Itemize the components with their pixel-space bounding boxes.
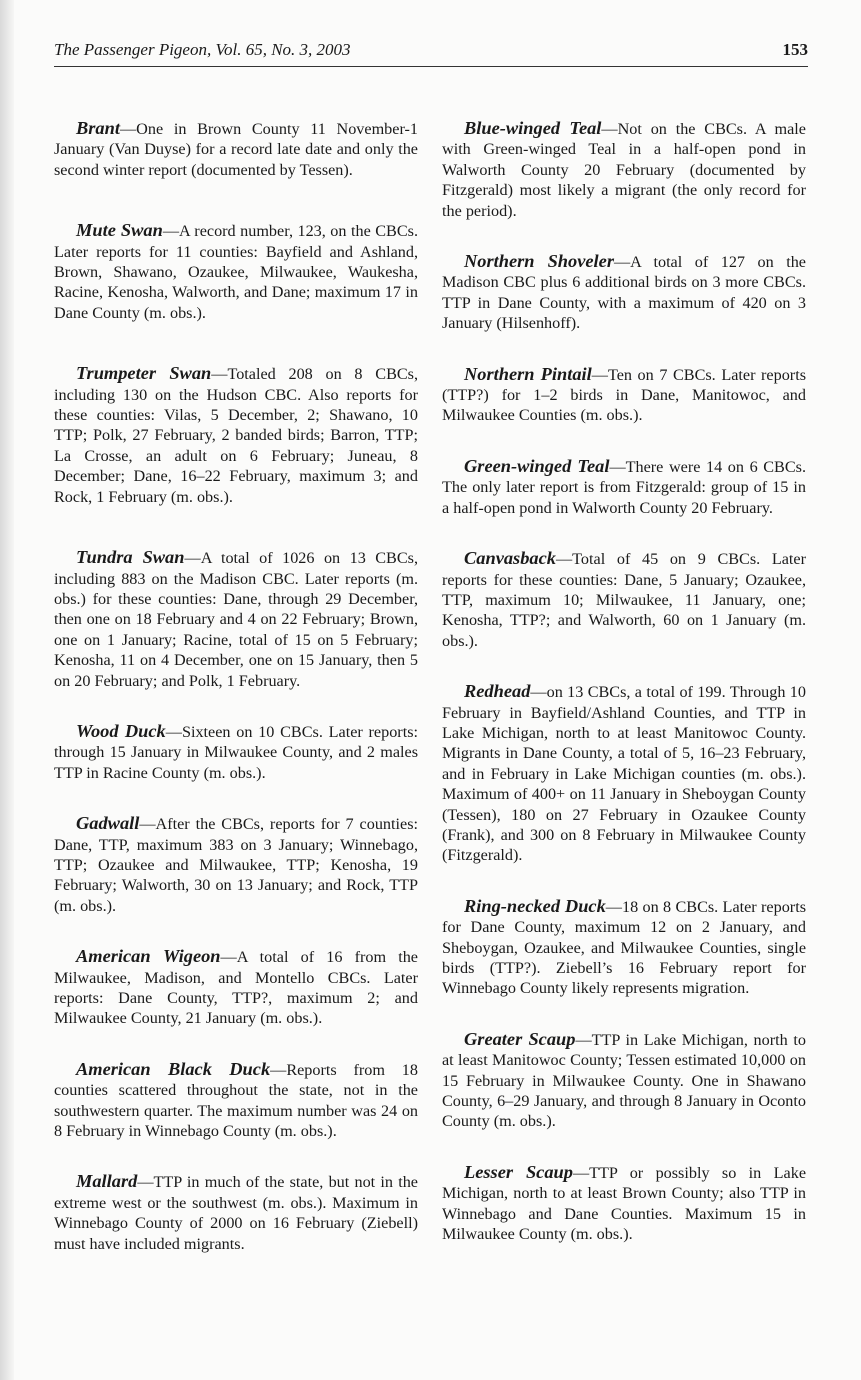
species-name: Greater Scaup xyxy=(464,1028,576,1049)
entry-mute-swan xyxy=(54,220,418,323)
entry-text: —One in Brown County 11 November-1 January (Van Duyse) for a record late date and only the second winter report (documented by Tessen). xyxy=(54,120,418,179)
entry-american-black-duck xyxy=(54,1059,418,1142)
entry-text: —A total of 127 on the Madison CBC plus 6 additional birds on 3 more CBCs. TTP in Dane County, with a maximum of 420 on 3 January (Hilsenhoff). xyxy=(442,253,806,333)
species-name: Canvasback xyxy=(464,548,556,569)
entry-wood-duck xyxy=(54,721,418,783)
species-name: Trumpeter Swan xyxy=(76,363,212,384)
species-name: Northern Pintail xyxy=(464,363,592,384)
species-name: Brant xyxy=(76,118,120,138)
entry-mallard xyxy=(54,1171,418,1254)
binding-shadow xyxy=(0,0,14,1380)
entry-text: —Ten on 7 CBCs. Later reports (TTP?) for 1–2 birds in Dane, Manitowoc, and Milwaukee Counties (m. obs.). xyxy=(442,365,806,425)
species-name: American Black Duck xyxy=(76,1058,271,1079)
entry-lesser-scaup xyxy=(442,1162,806,1245)
species-name: Redhead xyxy=(464,681,531,702)
entry-text: —Not on the CBCs. A male with Green-winged Teal in a half-open pond in Walworth County 20 February (documented by Fitzgerald) most likely a migrant (the only record for the period). xyxy=(442,120,806,220)
species-name: Tundra Swan xyxy=(76,547,185,568)
running-head xyxy=(54,40,808,64)
entry-text: —TTP in much of the state, but not in the extreme west or the southwest (m. obs.). Maximum in Winnebago County of 2000 on 16 February (Ziebell) must have included migrants. xyxy=(54,1173,418,1253)
right-column xyxy=(442,118,806,1244)
entry-northern-shoveler xyxy=(442,251,806,334)
entry-text: —TTP or possibly so in Lake Michigan, north to at least Brown County; also TTP in Winnebago and Dane Counties. Maximum 15 in Milwaukee County (m. obs.). xyxy=(442,1163,806,1244)
entry-text: —Reports from 18 counties scattered throughout the state, not in the southwestern quarter. The maximum number was 24 on 8 February in Winnebago County (m. obs.). xyxy=(54,1060,418,1141)
entry-ring-necked-duck xyxy=(442,896,806,999)
species-name: Mute Swan xyxy=(76,220,163,241)
species-name: Northern Shoveler xyxy=(464,251,614,272)
entry-canvasback xyxy=(442,548,806,651)
entry-text: —18 on 8 CBCs. Later reports for Dane County, maximum 12 on 2 January, and Sheboygan, Ozaukee, and Milwaukee Counties, single birds (TTP?). Ziebell’s 16 February report for Winnebago County likely represents migration. xyxy=(442,897,806,998)
entry-text: —A total of 16 from the Milwaukee, Madison, and Montello CBCs. Later reports: Dane County, TTP?, maximum 2; and Milwaukee County, 21 January (m. obs.). xyxy=(54,948,418,1028)
species-name: American Wigeon xyxy=(76,946,221,967)
entry-brant xyxy=(54,118,418,180)
entry-text: —Sixteen on 10 CBCs. Later reports: through 15 January in Milwaukee County, and 2 males TTP in Racine County (m. obs.). xyxy=(54,722,418,782)
entry-gadwall xyxy=(54,813,418,916)
entry-text: —A total of 1026 on 13 CBCs, including 883 on the Madison CBC. Later reports (m. obs.) for these counties: Dane, through 29 December, then one on 18 February and 4 on 22 February; Brown, one on 1 January; Racine, total of 15 on 5 February; Kenosha, 11 on 4 December, one on 15 January, then 5 on 20 February; and Polk, 1 February. xyxy=(54,549,418,690)
entry-text: —After the CBCs, reports for 7 counties: Dane, TTP, maximum 383 on 3 January; Winnebago, TTP; Ozaukee and Milwaukee, TTP; Kenosha, 19 February; Walworth, 30 on 13 January; and Rock, TTP (m. obs.). xyxy=(54,815,418,915)
species-name: Blue-winged Teal xyxy=(464,118,602,138)
journal-citation: The Passenger Pigeon, Vol. 65, No. 3, 2003 xyxy=(54,40,351,59)
species-name: Green-winged Teal xyxy=(464,455,610,476)
entry-northern-pintail xyxy=(442,364,806,426)
left-column xyxy=(54,118,418,1254)
entry-trumpeter-swan xyxy=(54,363,418,507)
species-name: Mallard xyxy=(76,1171,138,1192)
species-name: Wood Duck xyxy=(76,720,166,741)
species-name: Lesser Scaup xyxy=(464,1161,573,1182)
entry-american-wigeon xyxy=(54,946,418,1029)
entry-green-winged-teal xyxy=(442,456,806,518)
header-rule xyxy=(54,66,808,67)
species-name: Ring-necked Duck xyxy=(464,895,606,916)
entry-blue-winged-teal xyxy=(442,118,806,221)
entry-tundra-swan xyxy=(54,547,418,691)
page-number: 153 xyxy=(782,40,808,59)
entry-redhead xyxy=(442,681,806,866)
species-name: Gadwall xyxy=(76,813,140,834)
entry-text: —There were 14 on 6 CBCs. The only later report is from Fitzgerald: group of 15 in a half-open pond in Walworth County 20 February. xyxy=(442,457,806,517)
entry-text: —on 13 CBCs, a total of 199. Through 10 February in Bayfield/Ashland Counties, and TTP in Lake Michigan, north to at least Manitowoc County. Migrants in Dane County, a total of 5, 16–23 February, and in February in Lake Michigan counties (m. obs.). Maximum of 400+ on 11 January in Sheboygan County (Tessen), 180 on 27 February in Ozaukee County (Frank), and 300 on 8 February in Milwaukee County (Fitzgerald). xyxy=(442,683,806,865)
entry-text: —Totaled 208 on 8 CBCs, including 130 on the Hudson CBC. Also reports for these counties: Vilas, 5 December, 2; Shawano, 10 TTP; Polk, 27 February, 2 banded birds; Barron, TTP; La Crosse, an adult on 6 February; Juneau, 8 December; Dane, 16–22 February, maximum 3; and Rock, 1 February (m. obs.). xyxy=(54,365,419,506)
entry-text: —TTP in Lake Michigan, north to at least Manitowoc County; Tessen estimated 10,000 on 15 February in Milwaukee County. One in Shawano County, 6–29 January, and through 8 January in Oconto County (m. obs.). xyxy=(442,1030,806,1131)
entry-greater-scaup xyxy=(442,1029,806,1132)
entry-text: —A record number, 123, on the CBCs. Later reports for 11 counties: Bayfield and Ashland, Brown, Shawano, Ozaukee, Milwaukee, Waukesha, Racine, Kenosha, Walworth, and Dane; maximum 17 in Dane County (m. obs.). xyxy=(54,222,418,322)
entry-text: —Total of 45 on 9 CBCs. Later reports for these counties: Dane, 5 January; Ozaukee, TTP, maximum 10; Milwaukee, 11 January, one; Kenosha, TTP?; and Walworth, 60 on 1 January (m. obs.). xyxy=(442,550,806,650)
